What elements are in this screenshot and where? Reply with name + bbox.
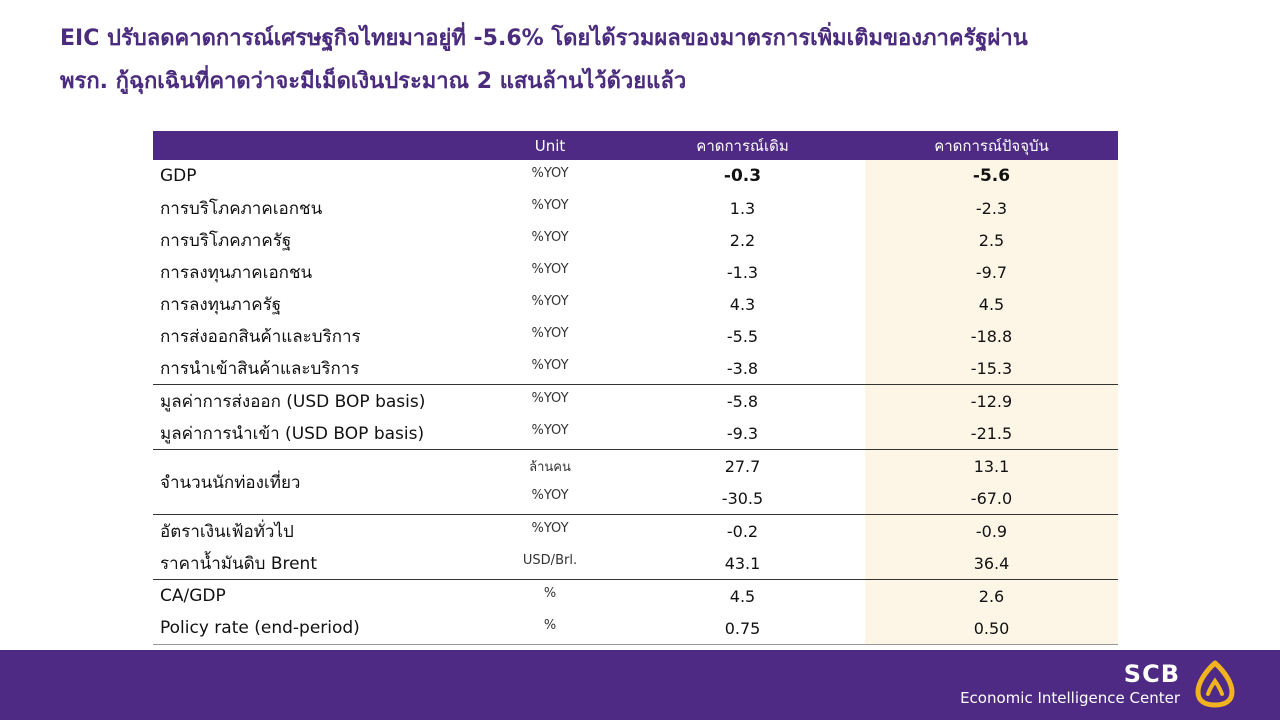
table-row (153, 580, 1118, 613)
current-value: -67.0 (865, 482, 1118, 515)
previous-value: -5.8 (620, 385, 865, 418)
previous-value: -1.3 (726, 262, 759, 282)
previous-value: 1.3 (729, 198, 756, 218)
current-value: 13.1 (865, 450, 1118, 483)
current-value: 4.5 (865, 288, 1118, 320)
header-unit: Unit (480, 131, 620, 160)
table-row (153, 515, 1118, 548)
unit-cell: %YOY (531, 262, 569, 277)
indicator-name: จำนวนนักท่องเที่ยว (153, 450, 480, 515)
scb-logo-icon (1194, 660, 1236, 708)
unit-cell: %YOY (531, 423, 569, 438)
current-value: -0.9 (865, 515, 1118, 548)
indicator-name: ราคาน้ำมันดิบ Brent (160, 553, 318, 574)
table-row-tourists (153, 450, 1118, 483)
indicator-name: อัตราเงินเฟ้อทั่วไป (153, 515, 480, 548)
unit-cell: %YOY (531, 488, 569, 503)
current-value: -18.8 (865, 320, 1118, 352)
indicator-name: การส่งออกสินค้าและบริการ (160, 326, 361, 347)
indicator-name: Policy rate (end-period) (153, 612, 480, 645)
previous-value: 27.7 (620, 450, 865, 483)
indicator-name: การนำเข้าสินค้าและบริการ (160, 358, 360, 379)
unit-cell: %YOY (531, 230, 569, 245)
forecast-table (153, 131, 1118, 645)
header-previous-forecast: คาดการณ์เดิม (620, 131, 865, 160)
brand-block (960, 660, 1180, 708)
table-row (153, 224, 1118, 256)
indicator-name: การบริโภคภาครัฐ (160, 230, 292, 251)
unit-cell: %YOY (480, 385, 620, 418)
footer-bar (0, 650, 1280, 720)
current-value: 36.4 (865, 547, 1118, 580)
previous-value: -9.3 (726, 423, 759, 443)
current-value: -2.3 (865, 192, 1118, 224)
table-row (153, 547, 1118, 580)
current-value: -9.7 (865, 256, 1118, 288)
previous-value: -30.5 (721, 488, 764, 508)
current-value: 2.5 (865, 224, 1118, 256)
unit-cell: ล้านคน (480, 450, 620, 483)
previous-value: 2.2 (729, 230, 756, 250)
previous-value: -5.5 (726, 326, 759, 346)
previous-value: 4.3 (729, 294, 756, 314)
header-indicator (153, 131, 480, 160)
previous-value: -3.8 (726, 358, 759, 378)
indicator-name: การบริโภคภาคเอกชน (160, 198, 323, 219)
table-row (153, 256, 1118, 288)
table-row (153, 352, 1118, 385)
table-row (153, 320, 1118, 352)
unit-cell: %YOY (531, 358, 569, 373)
indicator-name: การลงทุนภาคเอกชน (160, 262, 313, 283)
table-row (153, 288, 1118, 320)
indicator-name: มูลค่าการส่งออก (USD BOP basis) (153, 385, 480, 418)
previous-value: -0.3 (723, 166, 762, 186)
current-value: -5.6 (865, 160, 1118, 192)
unit-cell: % (480, 612, 620, 645)
current-value: -15.3 (865, 352, 1118, 385)
indicator-name: มูลค่าการนำเข้า (USD BOP basis) (160, 423, 425, 444)
table-row (153, 612, 1118, 645)
headline-line-1: EIC ปรับลดคาดการณ์เศรษฐกิจไทยมาอยู่ที่ -5.6% โดยได้รวมผลของมาตรการเพิ่มเติมของภาครัฐผ่าน (60, 26, 1028, 51)
previous-value: 43.1 (724, 553, 761, 573)
current-value: -21.5 (865, 417, 1118, 450)
headline (60, 24, 1240, 96)
brand-name: SCB (1123, 660, 1180, 688)
indicator-name: GDP (160, 166, 197, 186)
unit-cell: %YOY (531, 326, 569, 341)
unit-cell: % (480, 580, 620, 613)
current-value: -12.9 (865, 385, 1118, 418)
previous-value: -0.2 (620, 515, 865, 548)
brand-subtitle: Economic Intelligence Center (960, 689, 1180, 707)
current-value: 2.6 (865, 580, 1118, 613)
table-row (153, 385, 1118, 418)
previous-value: 0.75 (620, 612, 865, 645)
table-row-gdp (153, 160, 1118, 192)
indicator-name: CA/GDP (153, 580, 480, 613)
unit-cell: %YOY (531, 294, 569, 309)
unit-cell: %YOY (480, 515, 620, 548)
unit-cell: USD/Brl. (522, 553, 578, 568)
current-value: 0.50 (865, 612, 1118, 645)
table-row (153, 192, 1118, 224)
header-current-forecast: คาดการณ์ปัจจุบัน (865, 131, 1118, 160)
previous-value: 4.5 (620, 580, 865, 613)
table-header-row (153, 131, 1118, 160)
unit-cell: %YOY (531, 166, 569, 181)
headline-line-2: พรก. กู้ฉุกเฉินที่คาดว่าจะมีเม็ดเงินประมาณ 2 แสนล้านไว้ด้วยแล้ว (60, 69, 687, 94)
unit-cell: %YOY (531, 198, 569, 213)
indicator-name: การลงทุนภาครัฐ (160, 294, 282, 315)
table-row (153, 417, 1118, 450)
